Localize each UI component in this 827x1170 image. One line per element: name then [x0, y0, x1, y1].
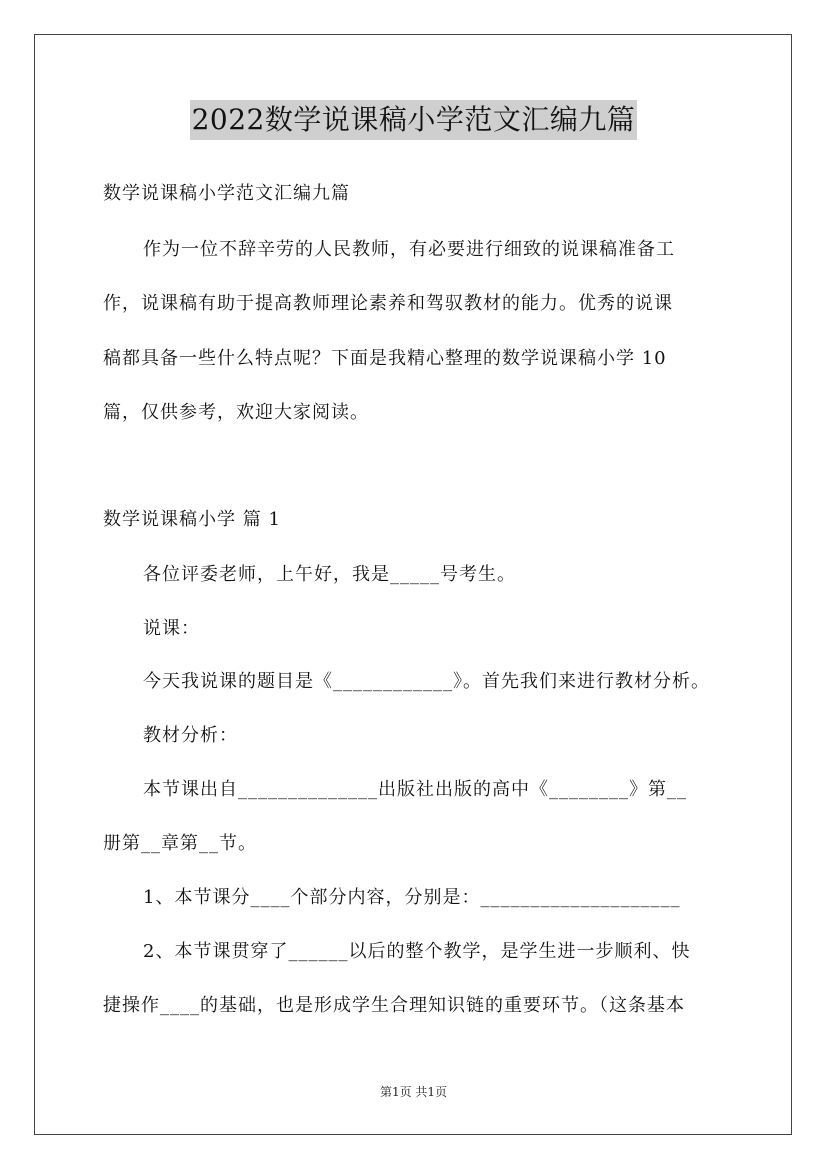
document-title: 2022数学说课稿小学范文汇编九篇	[190, 100, 638, 140]
paragraph-line: 作，说课稿有助于提高教师理论素养和驾驭教材的能力。优秀的说课	[103, 293, 673, 314]
paragraph-line: 作为一位不辞辛劳的人民教师，有必要进行细致的说课稿准备工	[143, 239, 675, 260]
paragraph-line: 说课：	[143, 618, 200, 639]
paragraph-line: 稿都具备一些什么特点呢？下面是我精心整理的数学说课稿小学 10	[103, 348, 667, 369]
paragraph-line: 各位评委老师，上午好，我是_____号考生。	[143, 564, 516, 585]
section-heading: 数学说课稿小学 篇 1	[103, 509, 281, 530]
paragraph-line: 册第__章第__节。	[103, 833, 257, 854]
title-container	[0, 100, 827, 140]
subtitle-line: 数学说课稿小学范文汇编九篇	[103, 183, 350, 204]
paragraph-line: 本节课出自______________出版社出版的高中《________》第__	[143, 779, 687, 800]
paragraph-line: 2、本节课贯穿了______以后的整个教学，是学生进一步顺利、快	[143, 941, 691, 962]
paragraph-line: 篇，仅供参考，欢迎大家阅读。	[103, 402, 369, 423]
page-footer: 第1页 共1页	[379, 1085, 448, 1099]
paragraph-line: 捷操作____的基础，也是形成学生合理知识链的重要环节。（这条基本	[103, 995, 685, 1016]
paragraph-line: 今天我说课的题目是《____________》。首先我们来进行教材分析。	[143, 671, 710, 692]
paragraph-line: 教材分析：	[143, 725, 238, 746]
paragraph-line: 1、本节课分____个部分内容，分别是：____________________	[143, 887, 681, 908]
